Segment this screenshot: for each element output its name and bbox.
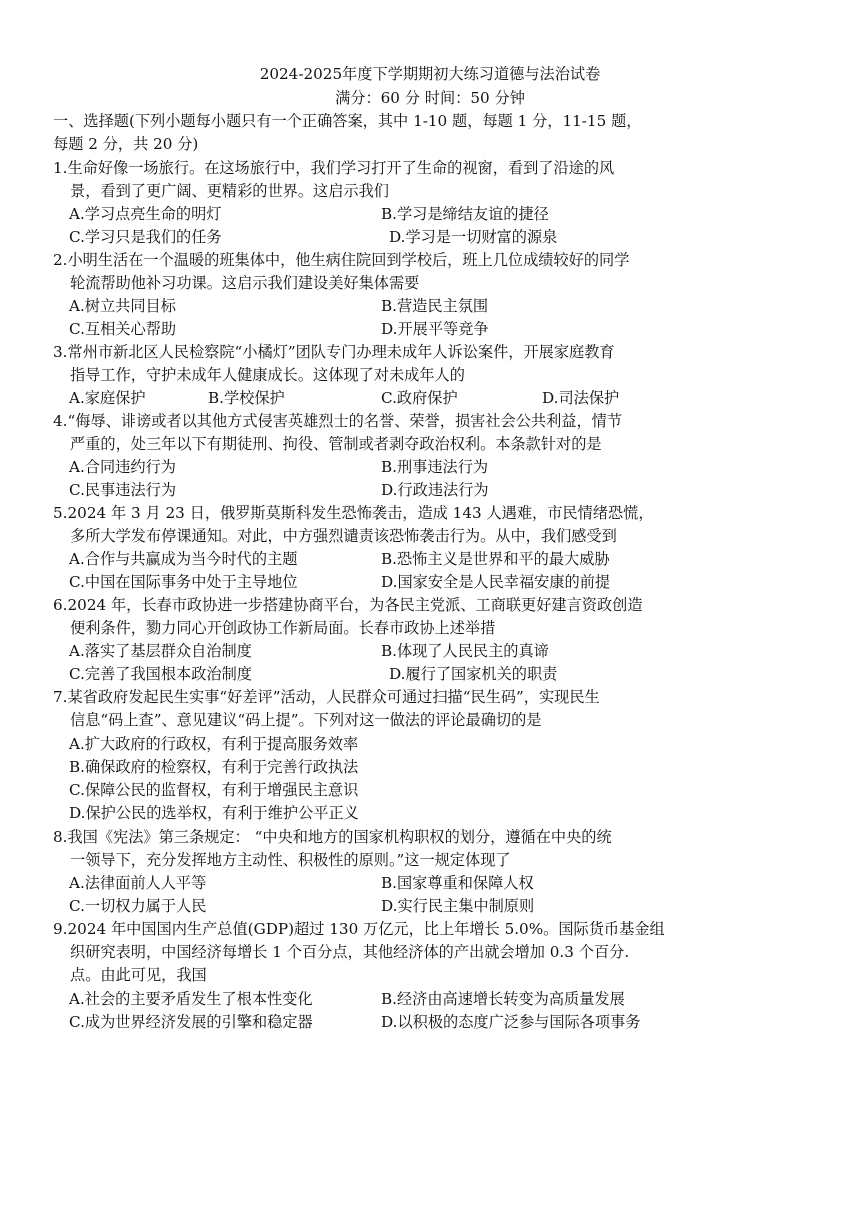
question-1-stem-cont: 景，看到了更广阔、更精彩的世界。这启示我们 [70, 182, 389, 200]
question-8-option-b: B.国家尊重和保障人权 [381, 874, 534, 892]
question-5-option-b: B.恐怖主义是世界和平的最大威胁 [381, 550, 610, 568]
question-6-option-c: C.完善了我国根本政治制度 [69, 665, 252, 683]
question-4-option-b: B.刑事违法行为 [381, 458, 489, 476]
question-3-option-c: C.政府保护 [381, 389, 458, 407]
question-9-option-a: A.社会的主要矛盾发生了根本性变化 [69, 990, 313, 1008]
question-6-stem: 6.2024 年，长春市政协进一步搭建协商平台，为各民主党派、工商联更好建言资政创造 [53, 596, 643, 614]
question-6-option-b: B.体现了人民民主的真谛 [381, 642, 549, 660]
question-4-option-a: A.合同违约行为 [69, 458, 176, 476]
question-9-stem-cont-2: 点。由此可见，我国 [70, 966, 207, 984]
question-9-option-c: C.成为世界经济发展的引擎和稳定器 [69, 1013, 313, 1031]
question-7-option-c: C.保障公民的监督权，有利于增强民主意识 [69, 781, 359, 799]
question-9-option-b: B.经济由高速增长转变为高质量发展 [381, 990, 625, 1008]
question-7-option-a: A.扩大政府的行政权，有利于提高服务效率 [69, 735, 359, 753]
question-5-option-a: A.合作与共赢成为当今时代的主题 [69, 550, 298, 568]
question-4-option-d: D.行政违法行为 [381, 481, 489, 499]
question-1-option-b: B.学习是缔结友谊的捷径 [381, 205, 549, 223]
question-9-stem: 9.2024 年中国国内生产总值(GDP)超过 130 万亿元，比上年增长 5.0%。国际货币基金组 [53, 920, 665, 938]
question-8-stem-cont: 一领导下，充分发挥地方主动性、积极性的原则。”这一规定体现了 [70, 851, 511, 869]
question-5-option-d: D.国家安全是人民幸福安康的前提 [381, 573, 611, 591]
question-3-option-a: A.家庭保护 [69, 389, 146, 407]
question-3-option-d: D.司法保护 [542, 389, 620, 407]
question-6-option-a: A.落实了基层群众自治制度 [69, 642, 252, 660]
question-2-stem-cont: 轮流帮助他补习功课。这启示我们建设美好集体需要 [70, 274, 420, 292]
question-8-option-a: A.法律面前人人平等 [69, 874, 207, 892]
question-5-stem-cont: 多所大学发布停课通知。对此，中方强烈谴责该恐怖袭击行为。从中，我们感受到 [70, 527, 617, 545]
exam-title: 2024-2025年度下学期期初大练习道德与法治试卷 [259, 65, 601, 83]
question-4-stem-cont: 严重的，处三年以下有期徒刑、拘役、管制或者剥夺政治权利。本条款针对的是 [70, 435, 602, 453]
section-heading-cont: 每题 2 分，共 20 分) [53, 135, 199, 153]
question-3-stem-cont: 指导工作，守护未成年人健康成长。这体现了对未成年人的 [70, 366, 465, 384]
question-1-option-d: D.学习是一切财富的源泉 [389, 228, 558, 246]
exam-meta: 满分：60 分 时间：50 分钟 [335, 89, 525, 107]
question-2-option-c: C.互相关心帮助 [69, 320, 177, 338]
question-2-option-a: A.树立共同目标 [69, 297, 176, 315]
section-heading: 一、选择题(下列小题每小题只有一个正确答案，其中 1-10 题，每题 1 分，11-15 题， [53, 112, 642, 130]
question-7-option-d: D.保护公民的选举权，有利于维护公平正义 [69, 804, 359, 822]
question-7-stem: 7.某省政府发起民生实事“好差评”活动，人民群众可通过扫描“民生码”，实现民生 [53, 688, 600, 706]
question-8-option-d: D.实行民主集中制原则 [381, 897, 535, 915]
question-6-stem-cont: 便利条件，勠力同心开创政协工作新局面。长春市政协上述举措 [70, 619, 496, 637]
question-5-option-c: C.中国在国际事务中处于主导地位 [69, 573, 298, 591]
question-2-option-d: D.开展平等竞争 [381, 320, 489, 338]
question-8-option-c: C.一切权力属于人民 [69, 897, 207, 915]
question-1-option-c: C.学习只是我们的任务 [69, 228, 222, 246]
question-1-stem: 1.生命好像一场旅行。在这场旅行中，我们学习打开了生命的视窗，看到了沿途的风 [53, 159, 615, 177]
question-2-option-b: B.营造民主氛围 [381, 297, 489, 315]
question-6-option-d: D.履行了国家机关的职责 [389, 665, 558, 683]
question-7-option-b: B.确保政府的检察权，有利于完善行政执法 [69, 758, 359, 776]
question-8-stem: 8.我国《宪法》第三条规定： “中央和地方的国家机构职权的划分，遵循在中央的统 [53, 828, 612, 846]
question-4-stem: 4.“侮辱、诽谤或者以其他方式侵害英雄烈士的名誉、荣誉，损害社会公共利益，情节 [53, 412, 623, 430]
question-1-option-a: A.学习点亮生命的明灯 [69, 205, 222, 223]
question-5-stem: 5.2024 年 3 月 23 日，俄罗斯莫斯科发生恐怖袭击，造成 143 人遇难，市民情绪恐慌， [53, 504, 654, 522]
question-2-stem: 2.小明生活在一个温暖的班集体中，他生病住院回到学校后，班上几位成绩较好的同学 [53, 251, 630, 269]
question-4-option-c: C.民事违法行为 [69, 481, 177, 499]
question-3-option-b: B.学校保护 [208, 389, 285, 407]
question-3-stem: 3.常州市新北区人民检察院“小橘灯”团队专门办理未成年人诉讼案件，开展家庭教育 [53, 343, 615, 361]
question-7-stem-cont: 信息“码上查”、意见建议“码上提”。下列对这一做法的评论最确切的是 [70, 711, 542, 729]
question-9-option-d: D.以积极的态度广泛参与国际各项事务 [381, 1013, 641, 1031]
question-9-stem-cont: 织研究表明，中国经济每增长 1 个百分点，其他经济体的产出就会增加 0.3 个百分. [70, 943, 630, 961]
